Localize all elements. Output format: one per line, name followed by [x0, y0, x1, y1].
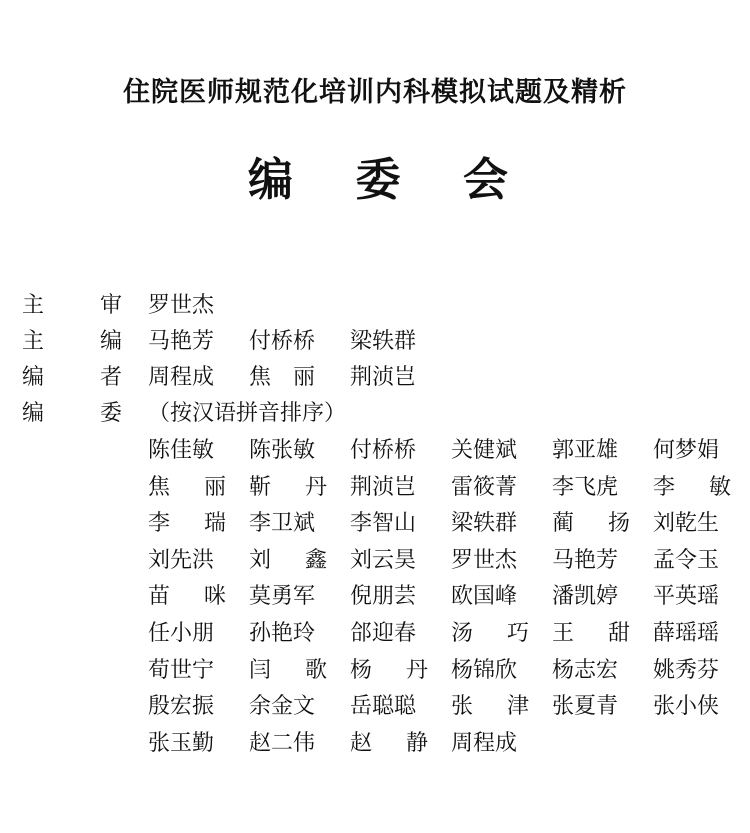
member-name-char: 扬	[607, 511, 630, 537]
member-name-char: 赵	[350, 730, 373, 756]
person-name: 焦 丽	[249, 365, 316, 390]
committee-member: 陈佳敏	[148, 438, 215, 463]
committee-member: 周程成	[451, 730, 518, 756]
committee-member	[653, 470, 731, 507]
committee-member: 郭亚雄	[552, 438, 619, 463]
role-label	[22, 360, 122, 396]
committee-member: 孙艳玲	[249, 620, 316, 646]
heading-char: 会	[462, 153, 508, 206]
role-people	[148, 288, 249, 324]
committee-member	[249, 543, 327, 580]
committee-member: 梁轶群	[451, 511, 518, 537]
committee-member: 平英瑶	[653, 584, 720, 610]
person-name: 付桥桥	[249, 329, 316, 354]
role-people	[148, 360, 451, 396]
committee-member: 罗世杰	[451, 547, 518, 573]
role-label-char: 委	[99, 401, 122, 426]
member-name-char: 杨	[350, 657, 373, 683]
member-name-char: 甜	[607, 620, 630, 646]
committee-member	[350, 726, 428, 763]
committee-member: 张玉勤	[148, 730, 215, 756]
heading-char: 编	[248, 153, 294, 206]
member-name-char: 苗	[148, 584, 171, 610]
committee-member: 岳聪聪	[350, 694, 417, 720]
person-name: 马艳芳	[148, 329, 215, 354]
committee-member: 杨志宏	[552, 657, 619, 683]
role-label-char: 者	[99, 365, 122, 390]
committee-member: 潘凯婷	[552, 584, 619, 610]
committee-member: 刘云昊	[350, 547, 417, 573]
role-label-char: 编	[99, 329, 122, 354]
committee-member: 殷宏振	[148, 694, 215, 720]
committee-member	[552, 506, 630, 543]
committee-member: 刘先洪	[148, 547, 215, 573]
member-name-char: 歌	[304, 657, 327, 683]
member-name-char: 丽	[203, 474, 226, 500]
member-name-char: 咪	[203, 584, 226, 610]
committee-member: 雷筱菁	[451, 474, 518, 500]
committee-member: 孟令玉	[653, 547, 720, 573]
committee-member: 姚秀芬	[653, 657, 720, 683]
member-name-char: 李	[653, 474, 676, 500]
committee-member: 任小朋	[148, 620, 215, 646]
committee-member: 付桥桥	[350, 438, 417, 463]
committee-member: 赵二伟	[249, 730, 316, 756]
committee-member: 张夏青	[552, 694, 619, 720]
role-label-char: 编	[22, 365, 45, 390]
member-name-char: 王	[552, 620, 575, 646]
committee-member	[148, 470, 226, 507]
member-name-char: 李	[148, 511, 171, 537]
committee-member	[451, 616, 529, 653]
member-name-char: 丹	[405, 657, 428, 683]
ordering-note: （按汉语拼音排序）	[148, 401, 347, 426]
role-label-char: 审	[99, 293, 122, 318]
person-name: 周程成	[148, 365, 215, 390]
role-label	[22, 324, 122, 360]
committee-member: 李卫斌	[249, 511, 316, 537]
member-name-char: 张	[451, 694, 474, 720]
committee-member: 李智山	[350, 511, 417, 537]
role-label-char: 主	[22, 329, 45, 354]
role-label	[22, 288, 122, 324]
committee-member	[249, 470, 327, 507]
member-name-char: 敏	[708, 474, 731, 500]
committee-member	[249, 653, 327, 690]
member-name-char: 津	[506, 694, 529, 720]
role-label-char: 编	[22, 401, 45, 426]
member-name-char: 刘	[249, 547, 272, 573]
committee-member: 倪朋芸	[350, 584, 417, 610]
committee-member: 马艳芳	[552, 547, 619, 573]
committee-member: 刘乾生	[653, 511, 720, 537]
committee-member: 李飞虎	[552, 474, 619, 500]
person-name: 梁轶群	[350, 329, 417, 354]
role-label	[22, 396, 122, 432]
member-name-char: 瑞	[203, 511, 226, 537]
member-name-char: 汤	[451, 620, 474, 646]
committee-member: 余金文	[249, 694, 316, 720]
committee-member: 莫勇军	[249, 584, 316, 610]
committee-member	[148, 579, 226, 616]
committee-member: 荀世宁	[148, 657, 215, 683]
committee-member	[148, 506, 226, 543]
committee-member: 张小侠	[653, 694, 720, 720]
member-name-char: 鑫	[304, 547, 327, 573]
committee-member-grid	[148, 433, 738, 762]
committee-member: 郃迎春	[350, 620, 417, 646]
person-name: 荆浈岂	[350, 365, 417, 390]
member-name-char: 靳	[249, 474, 272, 500]
committee-member	[451, 689, 529, 726]
role-people	[148, 324, 451, 360]
committee-member: 何梦娟	[653, 438, 720, 463]
member-name-char: 丹	[304, 474, 327, 500]
committee-member: 薛瑶瑶	[653, 620, 720, 646]
role-label-char: 主	[22, 293, 45, 318]
committee-member: 陈张敏	[249, 438, 316, 463]
member-name-char: 静	[405, 730, 428, 756]
committee-member	[350, 653, 428, 690]
member-name-char: 蔺	[552, 511, 575, 537]
person-name: 罗世杰	[148, 293, 215, 318]
committee-member: 杨锦欣	[451, 657, 518, 683]
committee-member: 荆浈岂	[350, 474, 417, 500]
heading-char: 委	[355, 153, 401, 206]
committee-member	[552, 616, 630, 653]
member-name-char: 焦	[148, 474, 171, 500]
book-title: 住院医师规范化培训内科模拟试题及精析	[123, 77, 627, 108]
member-name-char: 闫	[249, 657, 272, 683]
committee-member: 欧国峰	[451, 584, 518, 610]
member-name-char: 巧	[506, 620, 529, 646]
committee-member: 关健斌	[451, 438, 518, 463]
page-heading	[248, 152, 508, 208]
